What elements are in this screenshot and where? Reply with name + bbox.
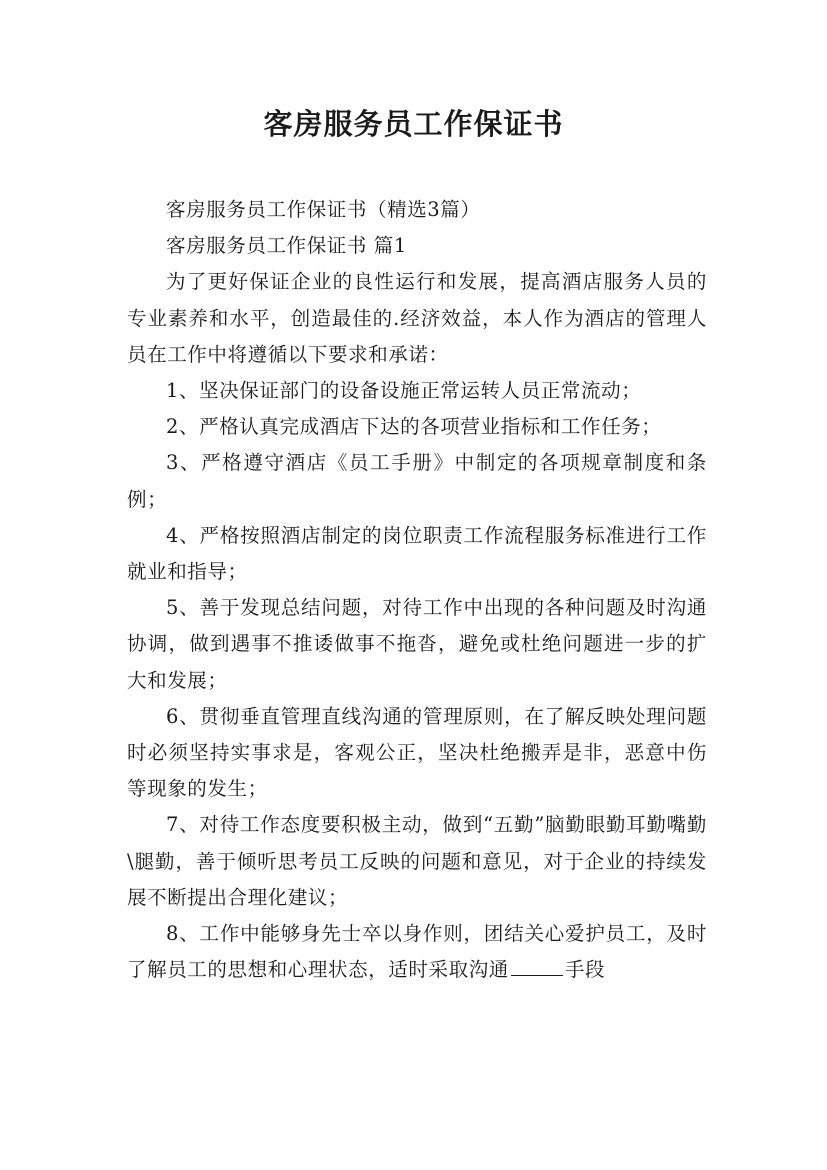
fill-in-blank-line	[511, 955, 563, 976]
paragraph-subtitle: 客房服务员工作保证书（精选3篇）	[166, 198, 481, 221]
document-title: 客房服务员工作保证书	[263, 107, 564, 141]
paragraph-item-4: 4、严格按照酒店制定的岗位职责工作流程服务标准进行工作就业和指导；	[127, 523, 707, 584]
paragraph-section-heading: 客房服务员工作保证书 篇1	[166, 234, 407, 258]
paragraph-item-8	[127, 916, 707, 988]
paragraph-intro: 为了更好保证企业的良性运行和发展，提高酒店服务人员的专业素养和水平，创造最佳的.经济效益，本人作为酒店的管理人员在工作中将遵循以下要求和承诺：	[127, 270, 707, 366]
paragraph-item-1: 1、坚决保证部门的设备设施正常运转人员正常流动；	[166, 379, 642, 403]
paragraph-item-5: 5、善于发现总结问题，对待工作中出现的各种问题及时沟通协调，做到遇事不推诿做事不拖沓，避免或杜绝问题进一步的扩大和发展；	[127, 596, 707, 692]
paragraph-item-8-text: 8、工作中能够身先士卒以身作则，团结关心爱护员工，及时了解员工的思想和心理状态，适时采取沟通	[127, 922, 707, 982]
document-body	[127, 192, 707, 988]
paragraph-item-2: 2、严格认真完成酒店下达的各项营业指标和工作任务；	[166, 415, 662, 439]
paragraph-item-6: 6、贯彻垂直管理直线沟通的管理原则，在了解反映处理问题时必须坚持实事求是，客观公正，坚决杜绝搬弄是非，恶意中伤等现象的发生；	[127, 704, 707, 801]
paragraph-item-8-tail: 手段	[564, 958, 606, 982]
paragraph-item-7: 7、对待工作态度要积极主动，做到“五勤”脑勤眼勤耳勤嘴勤\腿勤，善于倾听思考员工反映的问题和意见，对于企业的持续发展不断提出合理化建议；	[127, 813, 707, 909]
paragraph-item-3: 3、严格遵守酒店《员工手册》中制定的各项规章制度和条例；	[127, 451, 707, 511]
